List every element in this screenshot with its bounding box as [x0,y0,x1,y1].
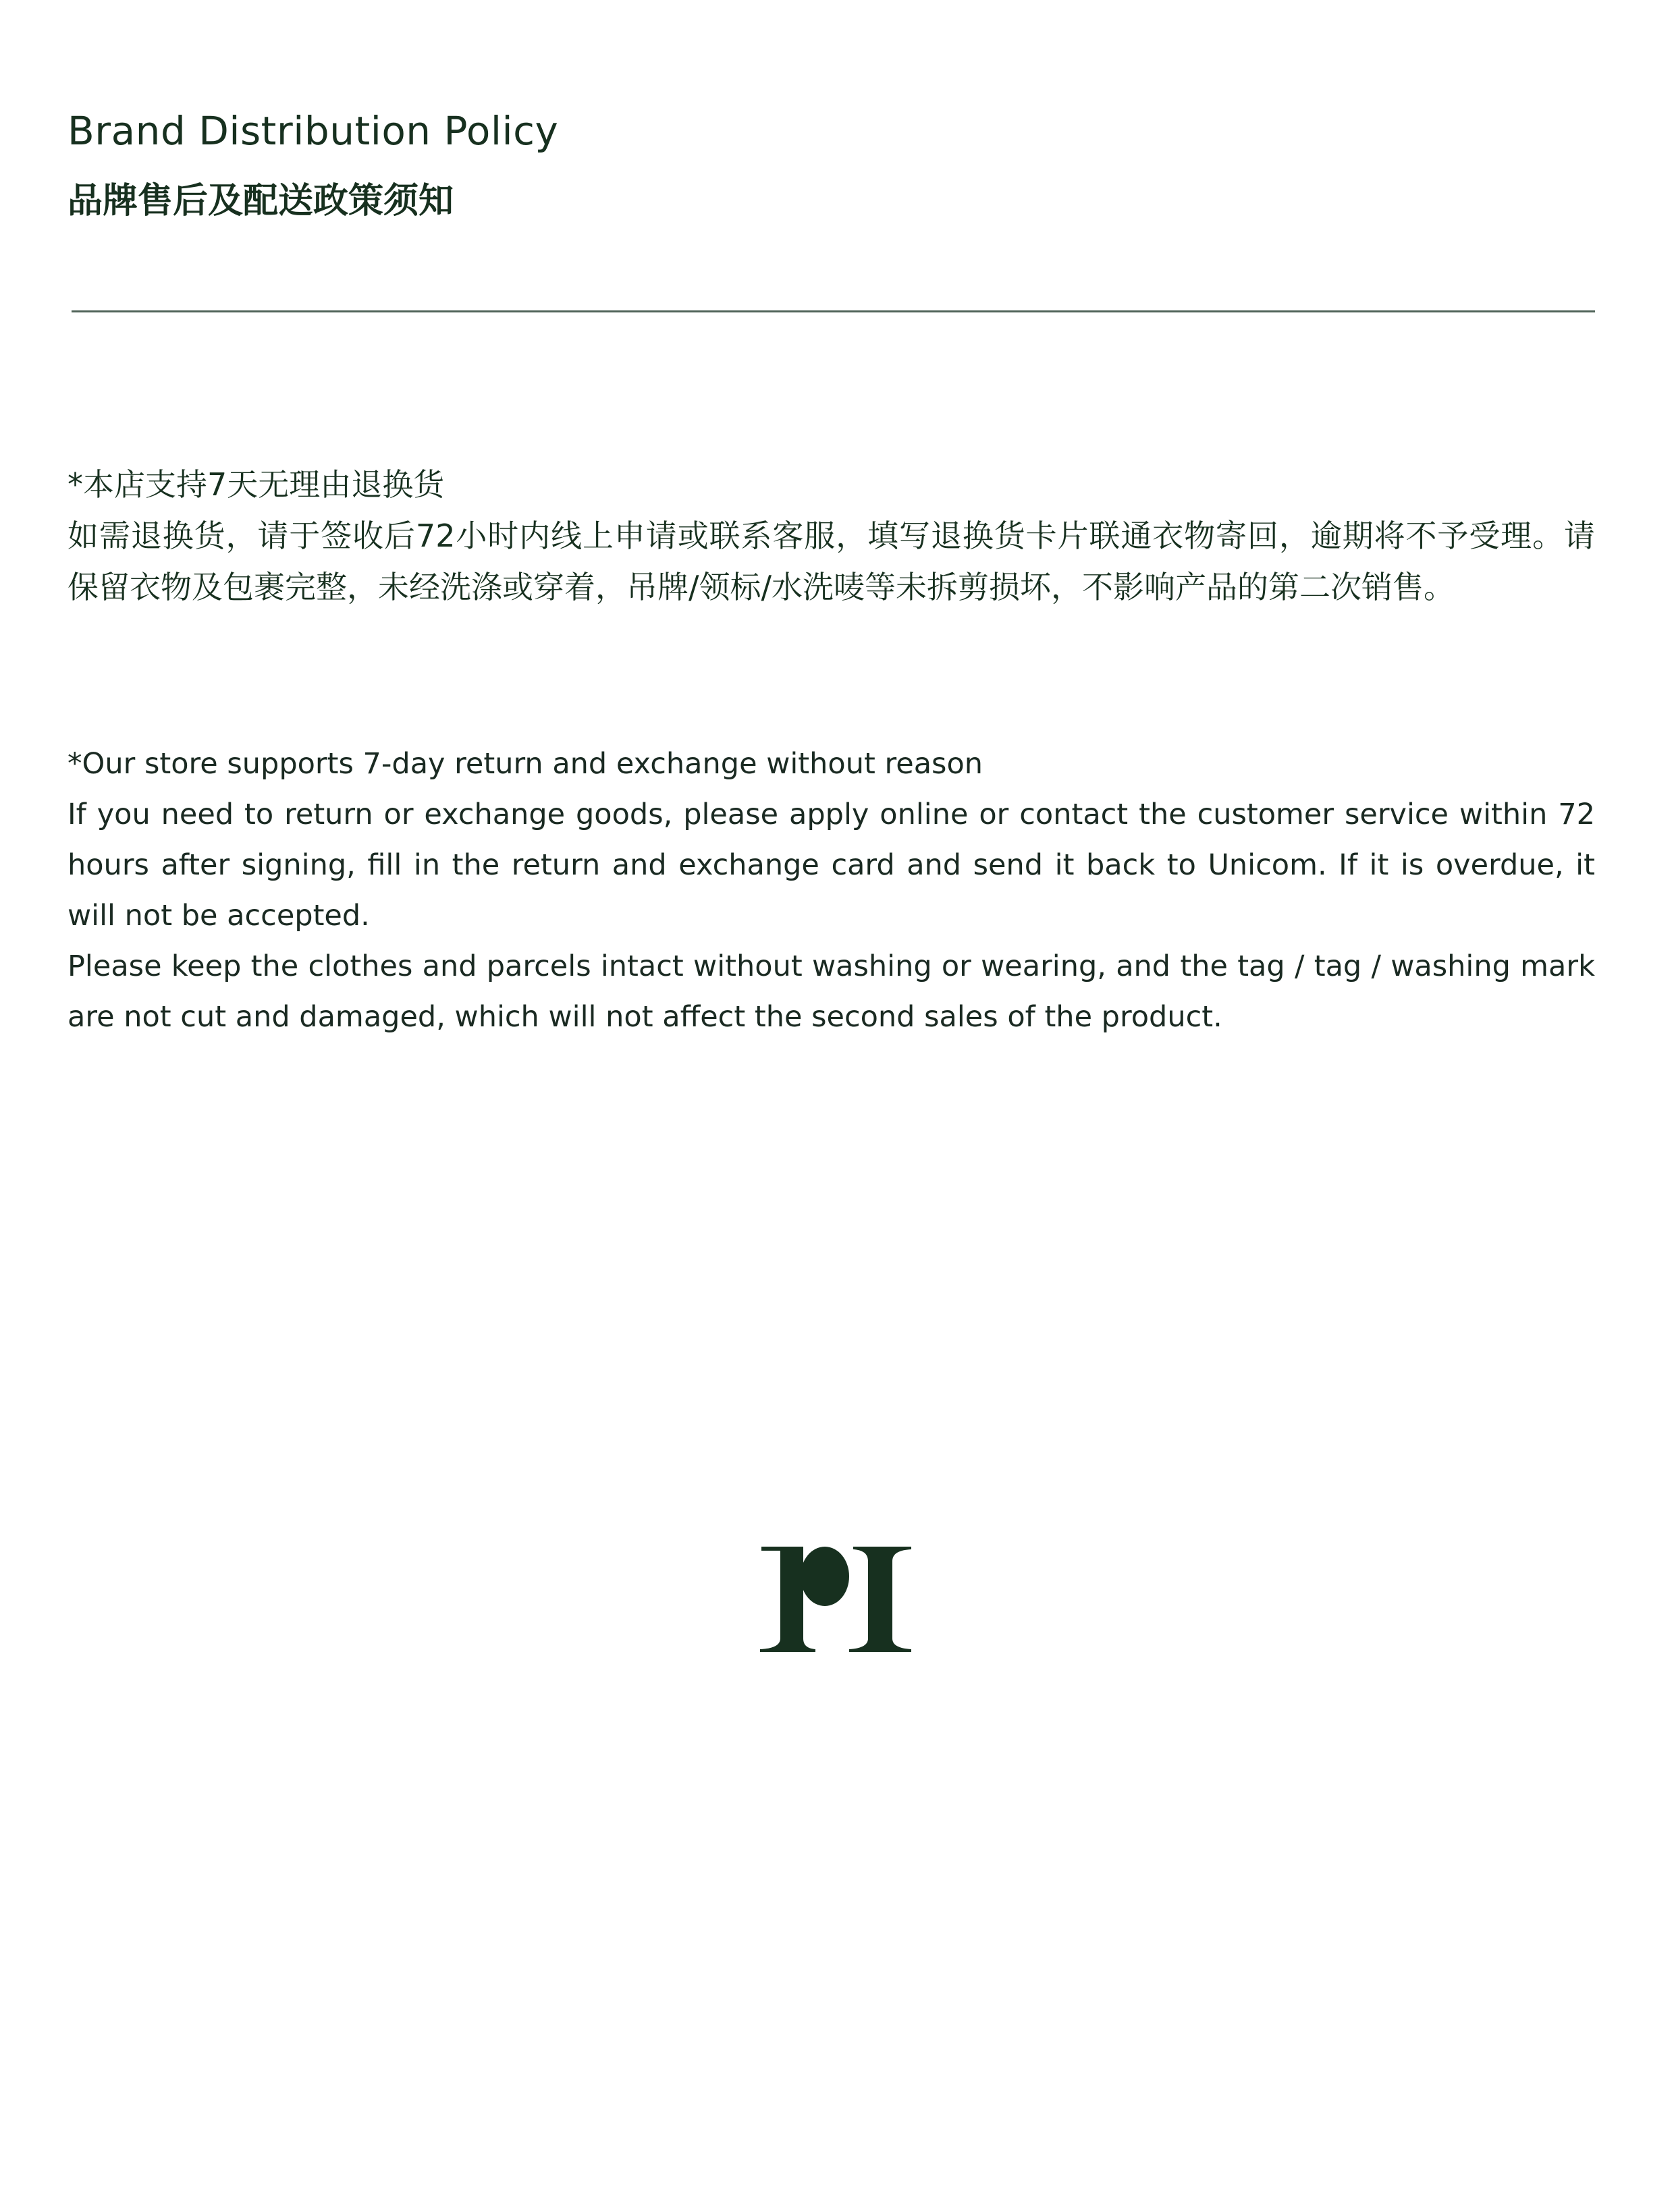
policy-paragraph-en-2: Please keep the clothes and parcels intact without washing or wearing, and the tag / tag / washing mark are not cut and damaged, which will not affect the second sales of the product. [68,949,1595,1034]
policy-body-zh: 如需退换货，请于签收后72小时内线上申请或联系客服，填写退换货卡片联通衣物寄回，逾期将不予受理。请保留衣物及包裹完整，未经洗涤或穿着，吊牌/领标/水洗唛等未拆剪损坏，不影响产品的第二次销售。 [68,518,1595,605]
page-title-en: Brand Distribution Policy [68,108,559,154]
policy-paragraph-en-1: If you need to return or exchange goods, please apply online or contact the customer service within 72 hours after signing, fill in the return and exchange card and send it back to Unicom. If it is overdue, it will not be accepted. [68,798,1595,933]
policy-section-en [68,739,1595,1043]
page-title-zh: 品牌售后及配送政策须知 [68,181,454,221]
brand-monogram-logo-icon [760,1545,911,1653]
policy-heading-en: *Our store supports 7-day return and exchange without reason [68,747,983,781]
logo-shapes [760,1547,911,1652]
header-divider [72,310,1595,312]
policy-heading-zh: *本店支持7天无理由退换货 [68,466,445,503]
policy-section-zh [68,459,1595,613]
